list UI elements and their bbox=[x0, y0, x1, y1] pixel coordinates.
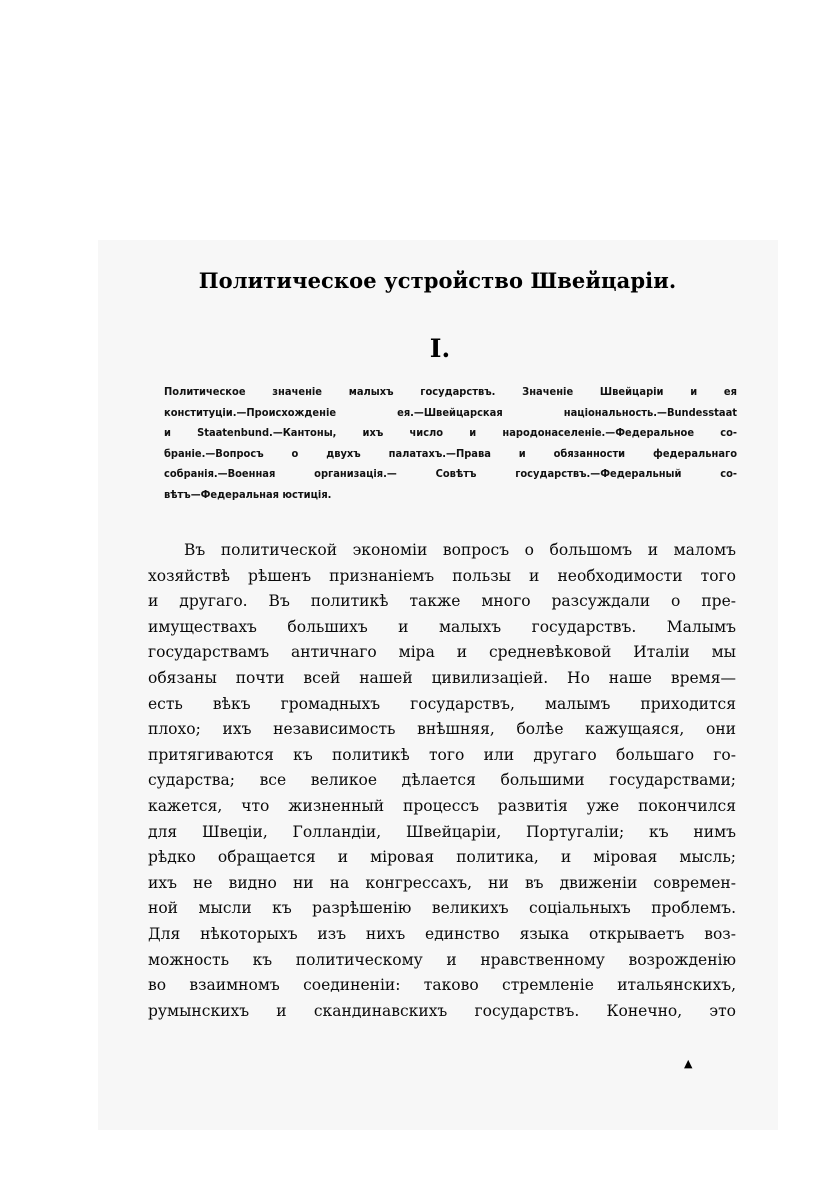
page-title: Политическое устройство Швейцаріи. bbox=[198, 268, 677, 293]
body-line: сударства; все великое дѣлается большими государствами; bbox=[148, 771, 736, 790]
body-line: рѣдко обращается и міровая политика, и міровая мысль; bbox=[148, 848, 736, 867]
body-line: притягиваются къ политикѣ того или другаго большаго го- bbox=[148, 745, 736, 764]
body-paragraph bbox=[148, 538, 736, 1024]
body-line: обязаны почти всей нашей цивилизаціей. Но наше время— bbox=[148, 668, 736, 687]
body-line: хозяйствѣ рѣшенъ признаніемъ пользы и необходимости того bbox=[148, 566, 736, 585]
body-line: имуществахъ большихъ и малыхъ государствъ. Малымъ bbox=[148, 617, 736, 636]
body-line: Для нѣкоторыхъ изъ нихъ единство языка открываетъ воз- bbox=[148, 924, 736, 943]
body-line: государствамъ античнаго міра и средневѣковой Италіи мы bbox=[148, 643, 736, 662]
body-line: ихъ не видно ни на конгрессахъ, ни въ движеніи современ- bbox=[148, 873, 736, 892]
body-line: для Швеціи, Голландіи, Швейцаріи, Португаліи; къ нимъ bbox=[148, 822, 736, 841]
summary-line: конституціи.—Происхожденіе ея.—Швейцарская національность.—Bundesstaat bbox=[164, 405, 737, 419]
summary-line: и Staatenbund.—Кантоны, ихъ число и народонаселеніе.—Федеральное со- bbox=[164, 426, 737, 439]
summary-line: собранія.—Военная организація.— Совѣтъ государствъ.—Федеральный со- bbox=[164, 467, 737, 480]
body-line: кажется, что жизненный процессъ развитія уже покончился bbox=[148, 796, 736, 815]
chapter-summary bbox=[164, 382, 737, 505]
summary-line: браніе.—Вопросъ о двухъ палатахъ.—Права и обязанности федеральнаго bbox=[164, 446, 737, 460]
body-line: Въ политической экономіи вопросъ о большомъ и маломъ bbox=[184, 541, 736, 559]
body-line: во взаимномъ соединеніи: таково стремленіе итальянскихъ, bbox=[148, 976, 736, 995]
summary-line: Политическое значеніе малыхъ государствъ. Значеніе Швейцаріи и ея bbox=[164, 385, 737, 398]
body-line: румынскихъ и скандинавскихъ государствъ. Конечно, это bbox=[148, 1001, 736, 1020]
body-line: есть вѣкъ громадныхъ государствъ, малымъ приходится bbox=[148, 694, 736, 713]
body-line: и другаго. Въ политикѣ также много разсуждали о пре- bbox=[148, 592, 736, 611]
body-line: можность къ политическому и нравственному возрожденію bbox=[148, 950, 736, 969]
summary-line: вѣтъ—Федеральная юстиція. bbox=[164, 487, 332, 501]
chapter-number: I. bbox=[429, 334, 451, 363]
body-line: ной мысли къ разрѣшенію великихъ соціальныхъ проблемъ. bbox=[148, 899, 736, 918]
body-line: плохо; ихъ независимость внѣшняя, болѣе кажущаяся, они bbox=[148, 720, 736, 739]
signature-mark: ▲ bbox=[684, 1057, 693, 1070]
